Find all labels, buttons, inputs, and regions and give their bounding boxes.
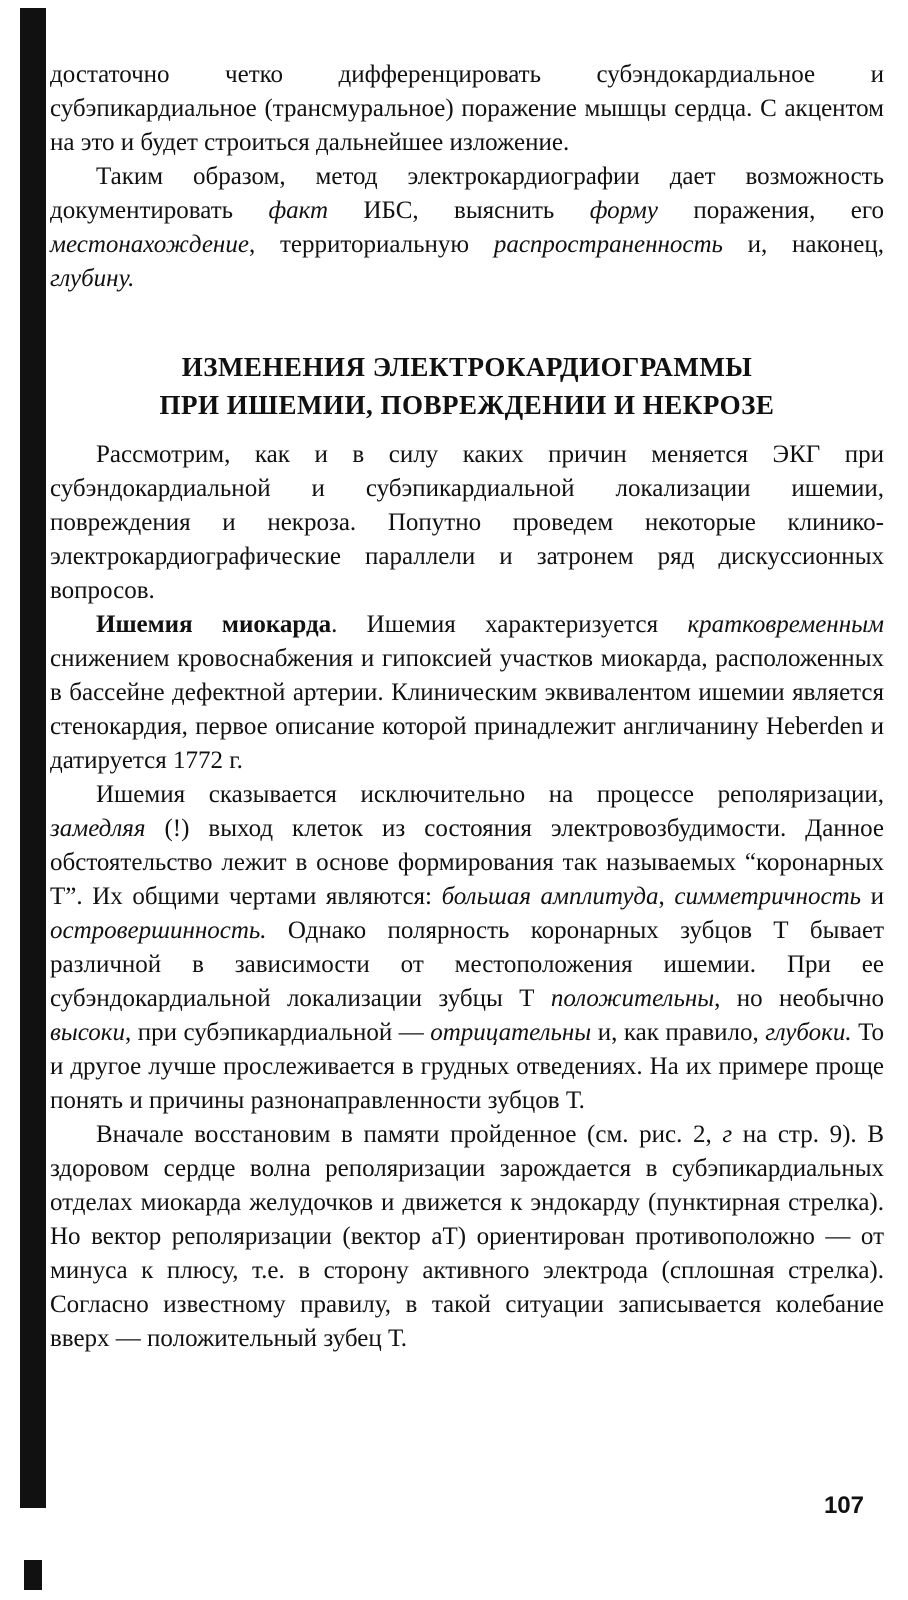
paragraph-summary <box>50 160 884 296</box>
text-run: . Ишемия характеризуется <box>331 611 688 638</box>
paragraph-repol <box>50 778 884 1118</box>
text-run: , при субэпикардиальной — <box>124 1019 431 1046</box>
italic-text: островершинность. <box>50 917 267 944</box>
top-paragraphs <box>50 58 884 296</box>
italic-text: высоки <box>50 1019 125 1046</box>
text-run: достаточно четко дифференцировать субэндокардиальное и субэпикардиальное (трансмуральное) поражение мышцы сердца. С акцентом на это и будет строиться дальнейшее изложение. <box>50 61 884 156</box>
italic-text: форму <box>589 197 658 224</box>
page-number: 107 <box>823 1492 864 1519</box>
italic-text: г <box>722 1121 733 1148</box>
italic-text: факт <box>268 197 329 224</box>
scan-binding-mark <box>24 1560 42 1590</box>
text-run: Вначале восстановим в памяти пройденное (см. рис. 2, <box>96 1121 723 1148</box>
paragraph-recall <box>50 1118 884 1356</box>
italic-text: местонахождение <box>50 231 249 258</box>
italic-text: распространенность <box>493 231 723 258</box>
heading-line-2: ПРИ ИШЕМИИ, ПОВРЕЖДЕНИИ И НЕКРОЗЕ <box>159 390 775 420</box>
italic-text: замедляя <box>50 815 146 842</box>
text-run: , <box>658 883 675 910</box>
text-run: , территориальную <box>248 231 494 258</box>
text-run: поражения, его <box>657 197 884 224</box>
paragraph-intro <box>50 438 884 608</box>
bottom-paragraphs <box>50 438 884 1356</box>
heading-line-1: ИЗМЕНЕНИЯ ЭЛЕКТРОКАРДИОГРАММЫ <box>181 352 753 382</box>
italic-text: большая амплитуда <box>441 883 659 910</box>
text-run: То и другое лучше прослеживается в грудных отведениях. На их примере проще понять и причины разнонаправленности зубцов Т. <box>50 1019 884 1114</box>
page-body <box>50 58 884 1356</box>
scan-binding-edge <box>20 8 46 1508</box>
italic-text: кратковременным <box>687 611 884 638</box>
text-run: на стр. 9). В здоровом сердце волна реполяризации зарождается в субэпикардиальных отделах миокарда желудочков и движется к эндокарду (пунктирная стрелка). Но вектор реполяризации (вектор аТ) ориентирован противоположно — от минуса к плюсу, т.е. в сторону активного электрода (сплошная стрелка). Согласно известному правилу, в такой ситуации записывается колебание вверх — положительный зубец Т. <box>50 1121 884 1352</box>
text-run: снижением кровоснабжения и гипоксией участков миокарда, расположенных в бассейне дефектной артерии. Клиническим эквивалентом ишемии является стенокардия, первое описание которой принадлежит англичанину Heberden и датируется 1772 г. <box>50 645 884 774</box>
italic-text: отрицательны <box>430 1019 592 1046</box>
text-run: Однако полярность коронарных зубцов Т бывает различной в зависимости от местоположения ишемии. При ее субэндокардиальной локализации зубцы Т <box>50 917 884 1012</box>
text-run: Таким образом, метод электрокардиографии дает возможность документировать <box>50 163 884 224</box>
bold-text: Ишемия миокарда <box>96 611 332 638</box>
text-run: и, наконец, <box>722 231 884 258</box>
text-run: Ишемия сказывается исключительно на процессе реполяризации, <box>96 781 884 808</box>
text-run: Рассмотрим, как и в силу каких причин меняется ЭКГ при субэндокардиальной и субэпикардиальной локализации ишемии, повреждения и некроза. Попутно проведем некоторые клинико-электрокардиографические параллели и затронем ряд дискуссионных вопросов. <box>50 441 884 604</box>
text-run: и, как правило, <box>591 1019 766 1046</box>
text-run: и <box>861 883 884 910</box>
text-run: (!) выход клеток из состояния электровозбудимости. Данное обстоятельство лежит в основе формирования так называемых “коронарных Т”. Их общими чертами являются: <box>50 815 884 910</box>
text-run: ИБС, выяснить <box>328 197 590 224</box>
italic-text: положительны <box>550 985 715 1012</box>
italic-text: симметричность <box>674 883 862 910</box>
paragraph-ischemia <box>50 608 884 778</box>
italic-text: глубоки. <box>765 1019 852 1046</box>
paragraph-cont <box>50 58 884 160</box>
text-run: , но необычно <box>714 985 885 1012</box>
italic-text: глубину. <box>50 265 135 292</box>
section-heading <box>50 348 884 424</box>
